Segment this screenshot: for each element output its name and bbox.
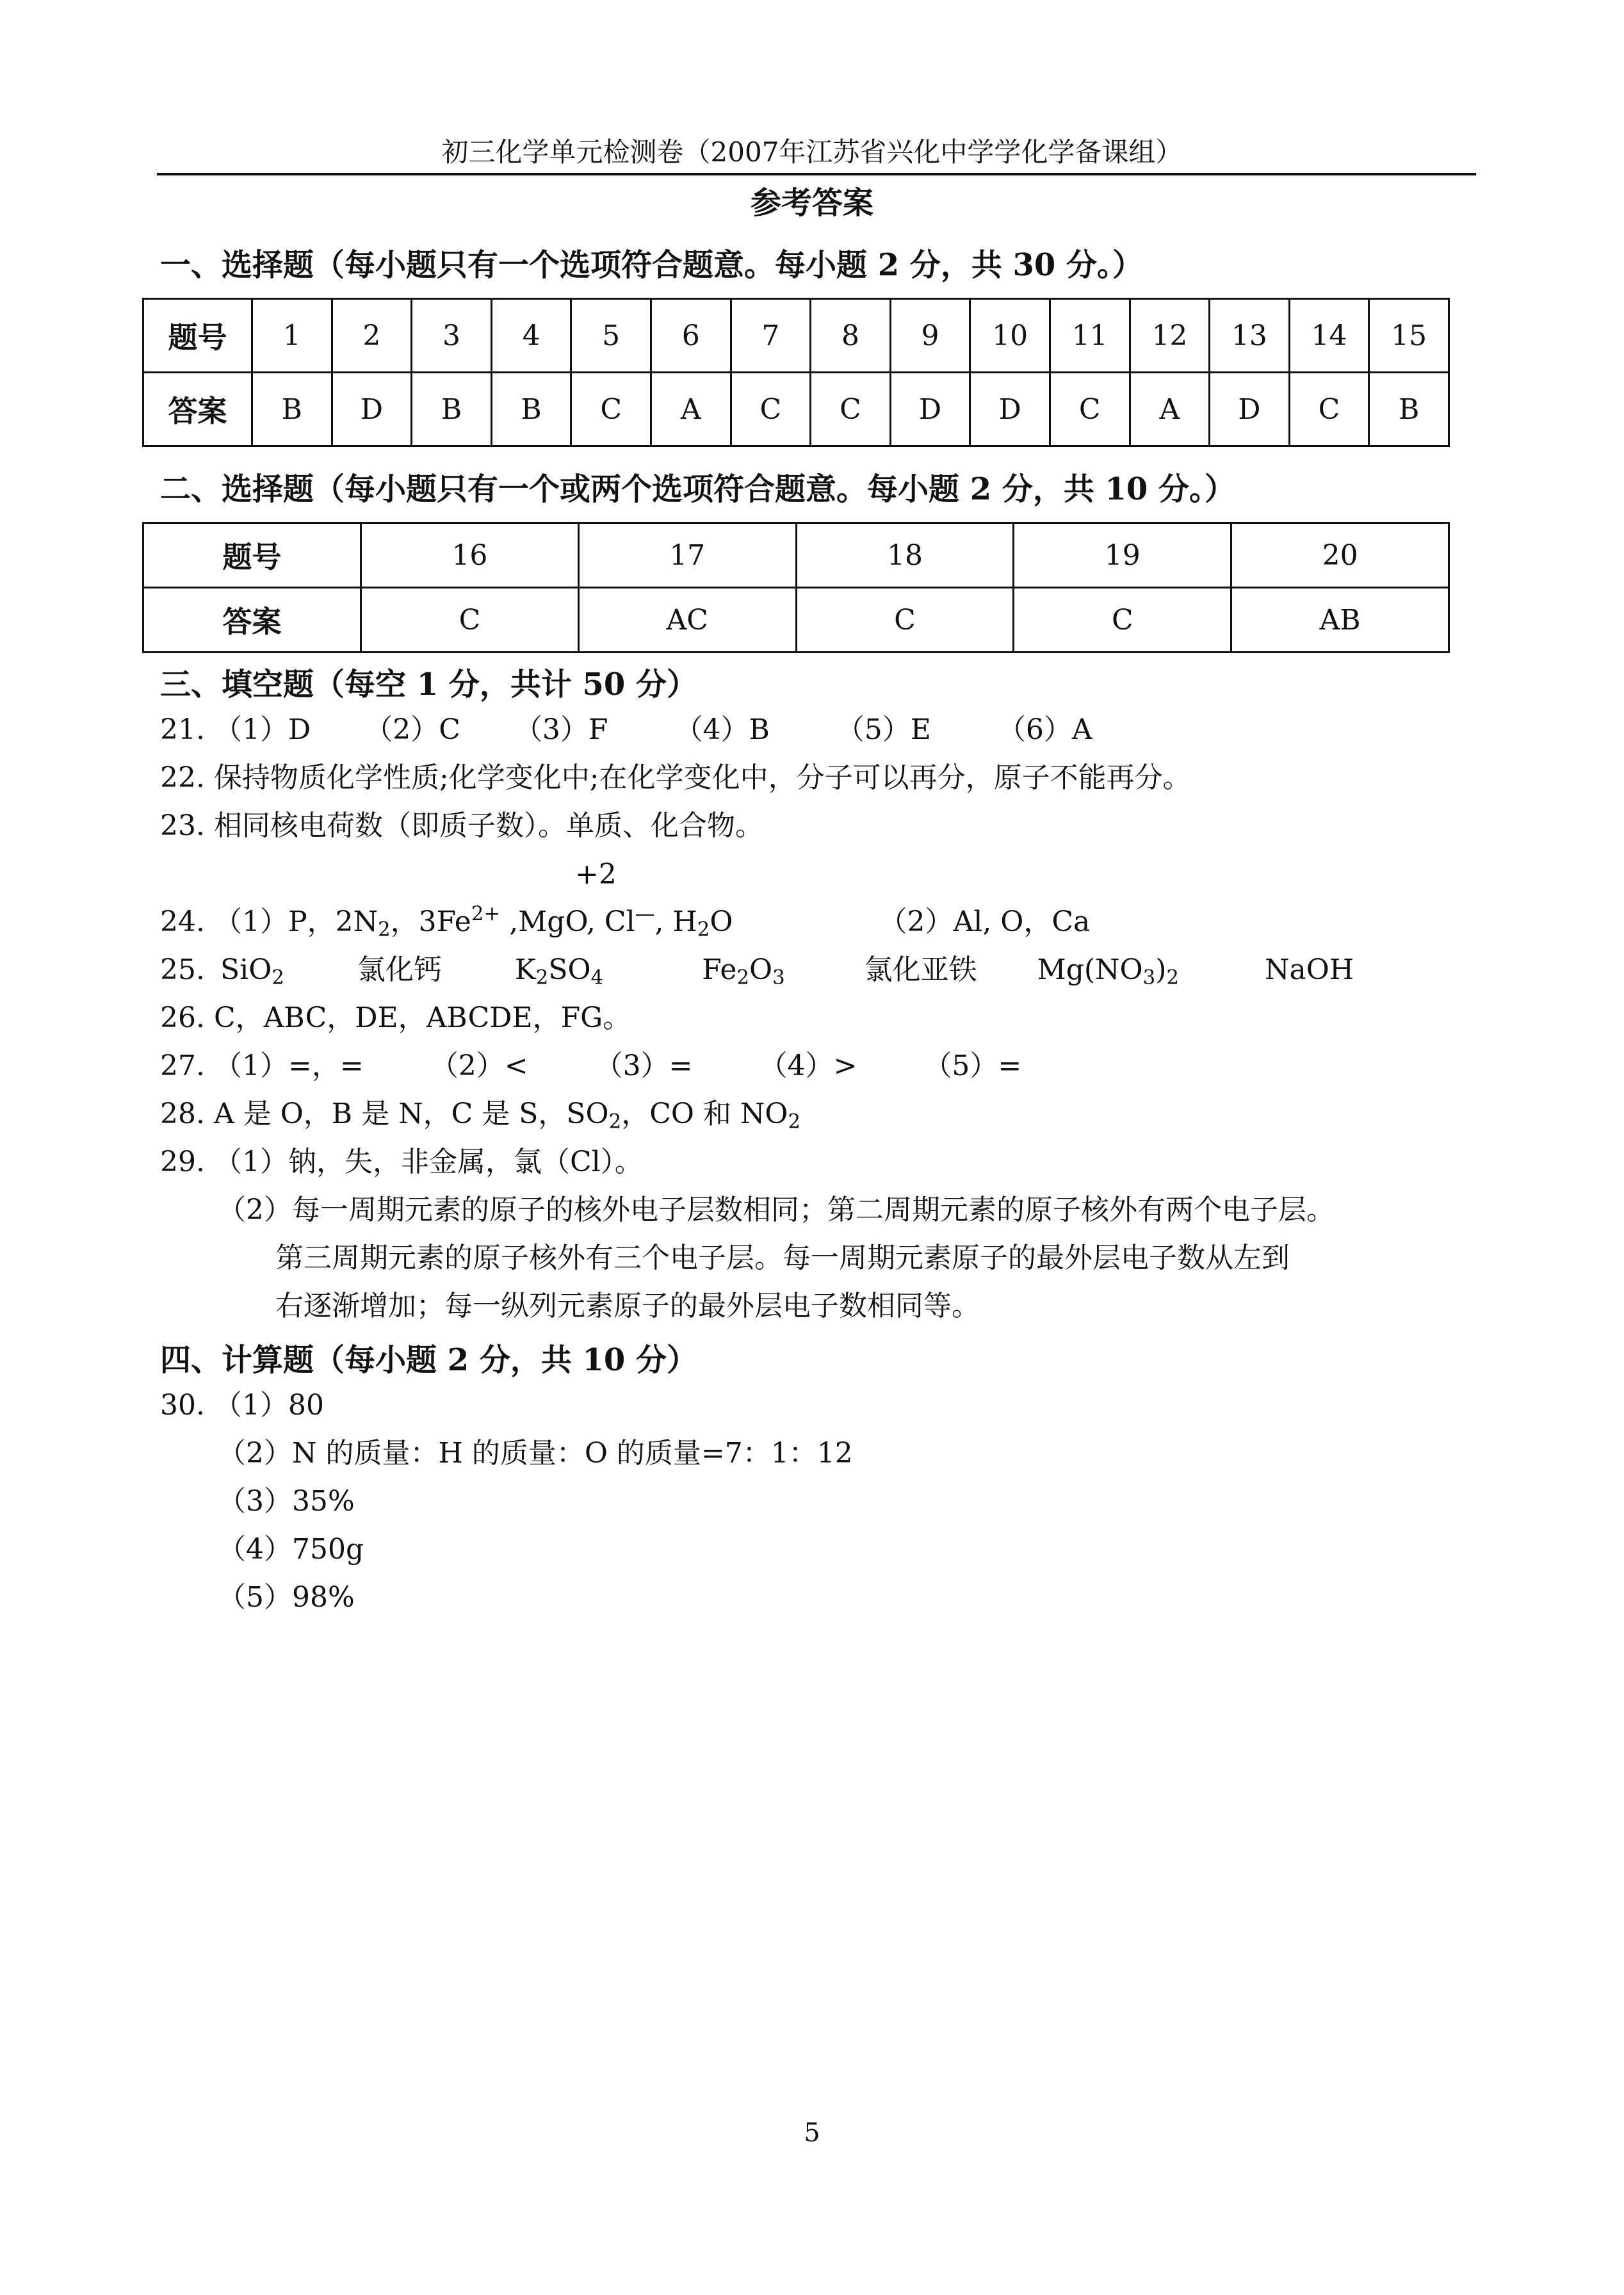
- answer-line-30-part3: （3）35%: [218, 1485, 355, 1518]
- answer-cell: D: [890, 373, 970, 446]
- answer-line-30: [160, 1386, 324, 1425]
- answer-text: A 是 O，B 是 N，C 是 S，SO: [213, 1098, 609, 1130]
- answer-cell: C: [1014, 588, 1231, 653]
- formula-text: Fe: [702, 953, 737, 986]
- section4-heading: 四、计算题（每小题 2 分，共 10 分）: [160, 1342, 698, 1378]
- subscript: 2: [788, 1110, 801, 1133]
- answer-cell: AC: [578, 588, 796, 653]
- answer-part: （2）C: [364, 713, 460, 746]
- formula-text: Mg(NO: [1037, 953, 1143, 986]
- answer-line-30-part5: （5）98%: [218, 1581, 355, 1614]
- answer-line-29: [160, 1143, 643, 1181]
- question-number-cell: 12: [1130, 299, 1210, 373]
- answer-part: （2）Al, O，Ca: [879, 905, 1091, 938]
- subscript: 2: [272, 966, 284, 989]
- answer-part: （2）<: [430, 1050, 528, 1082]
- answer-cell: B: [412, 373, 492, 446]
- answer-cell: D: [970, 373, 1050, 446]
- question-number-cell: 11: [1050, 299, 1130, 373]
- answer-text: （1）钠，失，非金属，氯（Cl）。: [213, 1146, 643, 1178]
- answer-line-26: [160, 999, 631, 1037]
- section1-heading: 一、选择题（每小题只有一个选项符合题意。每小题 2 分，共 30 分。）: [160, 247, 1144, 283]
- subscript: 2: [378, 918, 391, 941]
- question-number-cell: 16: [361, 523, 579, 588]
- compound-name: 氯化亚铁: [864, 953, 977, 986]
- table-row-answers: [143, 588, 1449, 653]
- answer-part: （1）=，=: [213, 1050, 364, 1082]
- answer-cell: A: [1130, 373, 1210, 446]
- question-number-cell: 4: [491, 299, 571, 373]
- question-number-cell: 6: [651, 299, 731, 373]
- question-number-cell: 10: [970, 299, 1050, 373]
- table-row-numbers: [143, 299, 1449, 373]
- answer-cell: C: [796, 588, 1014, 653]
- answer-line-27: [160, 1047, 1021, 1085]
- formula-text: SiO: [220, 953, 272, 986]
- answer-cell: B: [252, 373, 332, 446]
- question-number: 30.: [160, 1389, 205, 1422]
- answer-part: （5）=: [923, 1050, 1022, 1082]
- question-number: 23.: [160, 809, 205, 842]
- answer-cell: C: [731, 373, 811, 446]
- answer-line-24: [160, 903, 1090, 941]
- running-header: 初三化学单元检测卷（2007年江苏省兴化中学学化学备课组）: [441, 136, 1183, 168]
- section2-heading: 二、选择题（每小题只有一个或两个选项符合题意。每小题 2 分，共 10 分。）: [160, 471, 1236, 507]
- question-number-cell: 18: [796, 523, 1014, 588]
- question-number: 22.: [160, 761, 205, 794]
- answer-cell: C: [1289, 373, 1369, 446]
- answer-line-29-cont2: 右逐渐增加；每一纵列元素原子的最外层电子数相同等。: [275, 1290, 980, 1322]
- question-number-cell: 19: [1014, 523, 1231, 588]
- answer-part: （3）=: [594, 1050, 693, 1082]
- formula-text: ，3Fe: [390, 905, 471, 938]
- row-label-number: 题号: [143, 299, 252, 373]
- answer-part: （6）A: [997, 713, 1092, 746]
- row-label-answer: 答案: [143, 373, 252, 446]
- subscript: 4: [590, 966, 604, 989]
- answer-line-29-cont1: 第三周期元素的原子核外有三个电子层。每一周期元素原子的最外层电子数从左到: [275, 1242, 1290, 1274]
- row-label-answer: 答案: [143, 588, 361, 653]
- answer-part: （4）>: [759, 1050, 857, 1082]
- question-number: 29.: [160, 1146, 205, 1178]
- table-row-answers: [143, 373, 1449, 446]
- question-number-cell: 20: [1231, 523, 1449, 588]
- answer-cell: D: [1210, 373, 1290, 446]
- answer-line-30-part4: （4）750g: [218, 1533, 364, 1566]
- formula-text: （1）P，2N: [213, 905, 378, 938]
- question-number-cell: 15: [1369, 299, 1449, 373]
- subscript: 3: [772, 966, 785, 989]
- answer-cell: AB: [1231, 588, 1449, 653]
- formula-text: ): [1155, 953, 1167, 986]
- question-number: 26.: [160, 1002, 205, 1034]
- formula-text: K: [514, 953, 536, 986]
- answer-cell: B: [1369, 373, 1449, 446]
- question-number-cell: 3: [412, 299, 492, 373]
- question-number: 27.: [160, 1050, 205, 1082]
- answer-line-22: [160, 759, 1191, 797]
- question-number-cell: 1: [252, 299, 332, 373]
- subscript: 3: [1142, 966, 1156, 989]
- answer-cell: C: [571, 373, 651, 446]
- page-title: 参考答案: [750, 185, 873, 221]
- question-number: 21.: [160, 713, 205, 746]
- answer-cell: B: [491, 373, 571, 446]
- section3-heading: 三、填空题（每空 1 分，共计 50 分）: [160, 667, 698, 702]
- formula-text: NaOH: [1265, 953, 1354, 986]
- formula-text: O: [710, 905, 733, 938]
- question-number-cell: 14: [1289, 299, 1369, 373]
- answer-line-23: [160, 807, 763, 845]
- question-number-cell: 13: [1210, 299, 1290, 373]
- answer-line-21: [160, 711, 1092, 749]
- answer-part: （5）E: [836, 713, 931, 746]
- section1-answer-table: [142, 298, 1450, 447]
- valence-charge-mark: +2: [575, 858, 617, 891]
- question-number-cell: 8: [811, 299, 891, 373]
- section2-answer-table: [142, 522, 1450, 653]
- header-rule: [157, 173, 1476, 175]
- formula-text: , H: [654, 905, 697, 938]
- subscript: 2: [1166, 966, 1180, 989]
- answer-cell: A: [651, 373, 731, 446]
- subscript: 2: [608, 1110, 622, 1133]
- question-number-cell: 5: [571, 299, 651, 373]
- question-number: 24.: [160, 905, 205, 938]
- subscript: 2: [736, 966, 749, 989]
- page-number: 5: [804, 2118, 820, 2148]
- formula-text: SO: [548, 953, 591, 986]
- table-row-numbers: [143, 523, 1449, 588]
- question-number-cell: 17: [578, 523, 796, 588]
- answer-cell: C: [811, 373, 891, 446]
- answer-text: （1）80: [213, 1389, 324, 1422]
- answer-text: C，ABC，DE，ABCDE，FG。: [213, 1002, 631, 1034]
- question-number: 28.: [160, 1098, 205, 1130]
- answer-cell: D: [332, 373, 412, 446]
- answer-cell: C: [1050, 373, 1130, 446]
- answer-line-28: [160, 1095, 800, 1133]
- superscript: —: [635, 902, 655, 926]
- answer-line-25: [160, 951, 1354, 989]
- question-number-cell: 7: [731, 299, 811, 373]
- row-label-number: 题号: [143, 523, 361, 588]
- formula-text: ,MgO, Cl: [500, 905, 635, 938]
- answer-text: 保持物质化学性质;化学变化中;在化学变化中，分子可以再分，原子不能再分。: [213, 761, 1191, 794]
- answer-part: （4）B: [674, 713, 770, 746]
- question-number-cell: 2: [332, 299, 412, 373]
- answer-line-29-part2: （2）每一周期元素的原子的核外电子层数相同；第二周期元素的原子核外有两个电子层。: [218, 1194, 1335, 1226]
- answer-cell: C: [361, 588, 579, 653]
- subscript: 2: [697, 918, 710, 941]
- compound-name: 氯化钙: [357, 953, 442, 986]
- answer-text: 相同核电荷数（即质子数）。单质、化合物。: [213, 809, 763, 842]
- answer-line-30-part2: （2）N 的质量：H 的质量：O 的质量=7：1：12: [218, 1437, 853, 1470]
- question-number-cell: 9: [890, 299, 970, 373]
- answer-text: ，CO 和 NO: [621, 1098, 788, 1130]
- question-number: 25.: [160, 953, 205, 986]
- superscript: 2+: [471, 902, 501, 926]
- subscript: 2: [535, 966, 549, 989]
- answer-part: （3）F: [514, 713, 608, 746]
- formula-text: O: [749, 953, 773, 986]
- answer-part: （1）D: [213, 713, 311, 746]
